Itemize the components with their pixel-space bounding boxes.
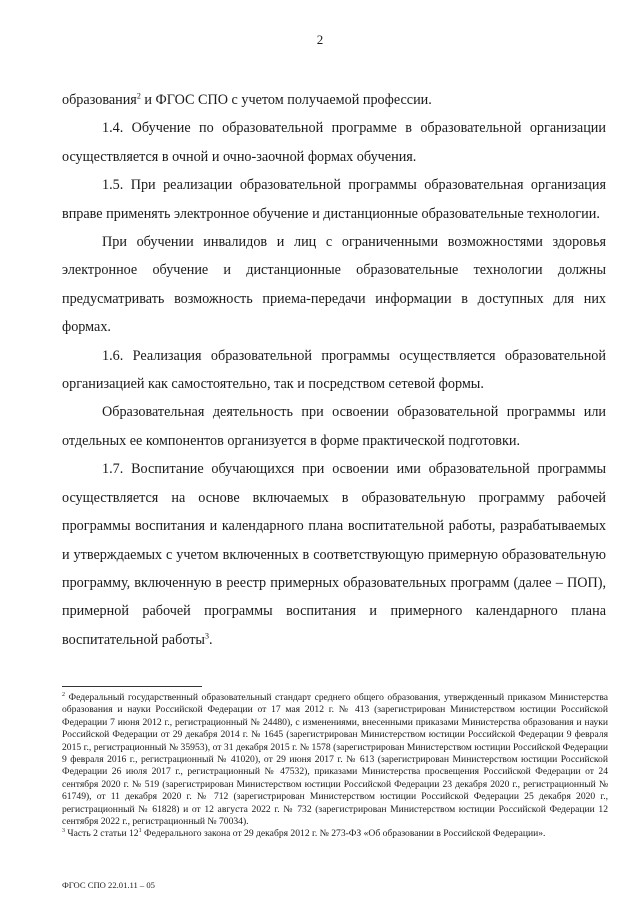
paragraph-1-7 xyxy=(62,455,606,654)
footnote-2-text: Федеральный государственный образовательный стандарт среднего общего образования, утвержденный приказом Министерства образования и науки Российской Федерации от 17 мая 2012 г. № 413 (зарегистрирован Министерством юстиции Российской Федерации 7 июня 2012 г., регистрационный № 24480), с изменениями, внесенными приказами Министерства образования и науки Российской Федерации от 29 декабря 2014 г. № 1645 (зарегистрирован Министерством юстиции Российской Федерации 9 февраля 2015 г., регистрационный № 35953), от 31 декабря 2015 г. № 1578 (зарегистрирован Министерством юстиции Российской Федерации 9 февраля 2016 г., регистрационный № 41020), от 29 июня 2017 г. № 613 (зарегистрирован Министерством юстиции Российской Федерации 26 июля 2017 г., регистрационный № 47532), приказами Министерства просвещения Российской Федерации от 24 сентября 2020 г. № 519 (зарегистрирован Министерством юстиции Российской Федерации 23 декабря 2020 г., регистрационный № 61749), от 11 декабря 2020 г. № 712 (зарегистрирован Министерством юстиции Российской Федерации 25 декабря 2020 г., регистрационный № 61828) и от 12 августа 2022 г. № 732 (зарегистрирован Министерством юстиции Российской Федерации 12 сентября 2022 г., регистрационный № 70034). xyxy=(62,692,608,828)
paragraph-1-7-text: 1.7. Воспитание обучающихся при освоении ими образовательной программы осуществляется на основе включаемых в образовательную программу рабочей программы воспитания и календарного плана воспитательной работы, разрабатываемых и утверждаемых с учетом включенных в соответствующую примерную образовательную программу, включенную в реестр примерных образовательных программ (далее – ПОП), примерной рабочей программы воспитания и примерного календарного плана воспитательной работы xyxy=(62,461,606,648)
footnote-3-mark: 3 xyxy=(62,828,65,835)
paragraph-1-4: 1.4. Обучение по образовательной программе в образовательной организации осуществляется в очной и очно-заочной формах обучения. xyxy=(62,120,606,165)
paragraph-1-7-end: . xyxy=(208,631,213,648)
paragraph-1 xyxy=(62,86,606,114)
footnote-3 xyxy=(62,828,608,840)
paragraph-1-end: и ФГОС СПО с учетом получаемой профессии. xyxy=(140,92,432,108)
paragraph-1-6: 1.6. Реализация образовательной программы осуществляется образовательной организацией как самостоятельно, так и посредством сетевой формы. xyxy=(62,347,606,393)
footnote-2-mark: 2 xyxy=(62,691,65,698)
footnote-2 xyxy=(62,692,608,828)
document-code: ФГОС СПО 22.01.11 – 05 xyxy=(62,880,155,890)
page-number: 2 xyxy=(316,32,324,47)
paragraph-disabled-persons: При обучении инвалидов и лиц с ограниченными возможностями здоровья электронное обучение и дистанционные образовательные технологии должны предусматривать возможность приема-передачи информации в доступных для них формах. xyxy=(62,234,606,336)
footnotes xyxy=(62,692,608,841)
main-text xyxy=(62,86,606,654)
footnote-3-text-start: Часть 2 статьи 12 xyxy=(65,828,139,840)
footnote-separator xyxy=(62,686,202,687)
paragraph-1-start: образования xyxy=(62,92,137,108)
footnote-ref-2: 2 xyxy=(136,91,141,101)
paragraph-practical-training: Образовательная деятельность при освоении образовательной программы или отдельных ее компонентов организуется в форме практической подготовки. xyxy=(62,404,606,449)
article-superscript: 1 xyxy=(138,828,142,835)
footnote-3-text-end: Федерального закона от 29 декабря 2012 г. № 273-ФЗ «Об образовании в Российской Федерации». xyxy=(141,828,546,840)
footnote-ref-3: 3 xyxy=(204,630,209,640)
paragraph-1-5: 1.5. При реализации образовательной программы образовательная организация вправе применять электронное обучение и дистанционные образовательные технологии. xyxy=(62,177,606,222)
